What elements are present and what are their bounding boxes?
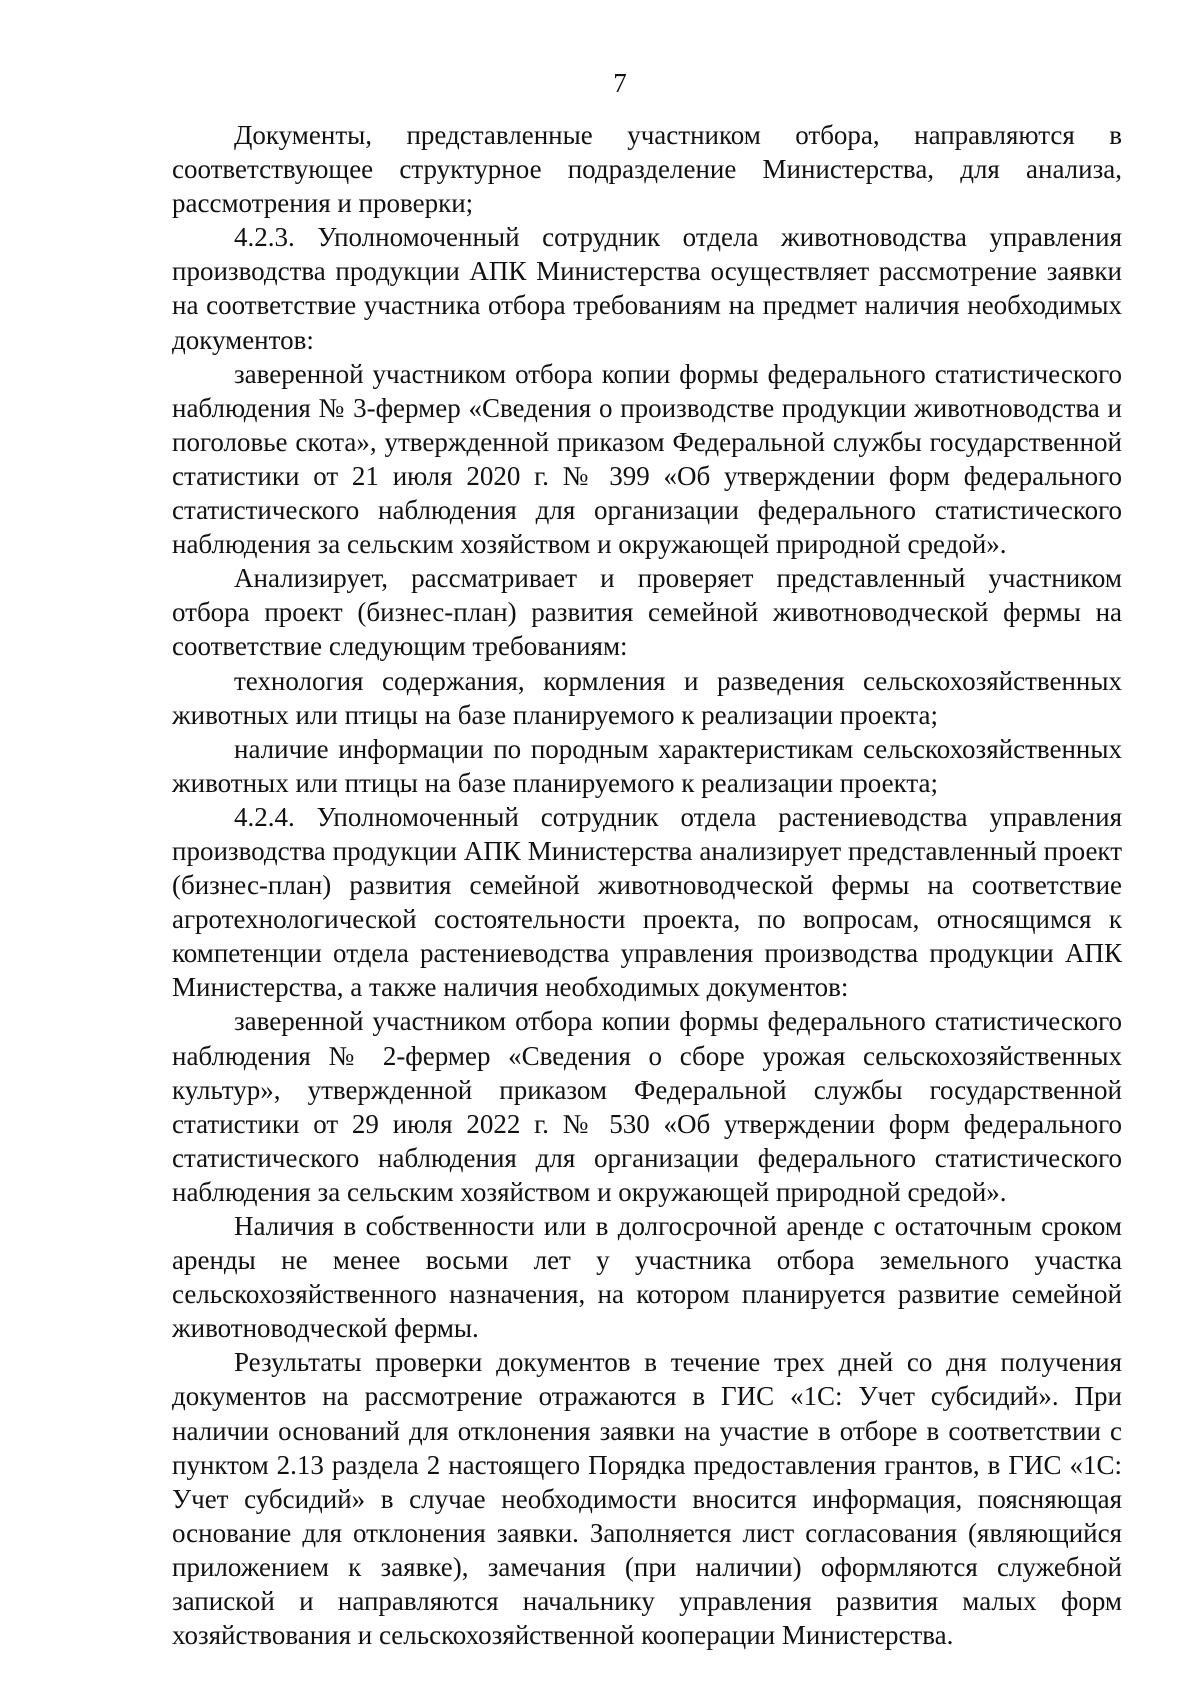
paragraph-4-2-3: 4.2.3. Уполномоченный сотрудник отдела животноводства управления производства продукции АПК Министерства осуществляет рассмотрение заявки на соответствие участника отбора требованиям на предмет наличия необходимых документов: (172, 222, 1122, 355)
paragraph-4-2-4: 4.2.4. Уполномоченный сотрудник отдела растениеводства управления производства продукции АПК Министерства анализирует представленный проект (бизнес-план) развития семейной животноводческой фермы на соответствие агротехнологической состоятельности проекта, по вопросам, относящимся к компетенции отдела растениеводства управления производства продукции АПК Министерства, а также наличия необходимых документов: (172, 801, 1122, 1003)
paragraph-check-results: Результаты проверки документов в течение трех дней со дня получения документов на рассмотрение отражаются в ГИС «1С: Учет субсидий». При наличии оснований для отклонения заявки на участие в отборе в соответствии с пунктом 2.13 раздела 2 настоящего Порядка предоставления грантов, в ГИС «1С: Учет субсидий» в случае необходимости вносится информация, поясняющая основание для отклонения заявки. Заполняется лист согласования (являющийся приложением к заявке), замечания (при наличии) оформляются служебной запиской и направляются начальнику управления развития малых форм хозяйствования и сельскохозяйственной кооперации Министерства. (172, 1347, 1122, 1651)
paragraph-form-3-fermer: заверенной участником отбора копии формы федерального статистического наблюдения № 3-фермер «Сведения о производстве продукции животноводства и поголовье скота», утвержденной приказом Федеральной службы государственной статистики от 21 июля 2020 г. № 399 «Об утверждении форм федерального статистического наблюдения для организации федерального статистического наблюдения за сельским хозяйством и окружающей природной средой». (172, 358, 1122, 560)
paragraph-analyzes-business-plan: Анализирует, рассматривает и проверяет представленный участником отбора проект (бизнес-план) развития семейной животноводческой фермы на соответствие следующим требованиям: (172, 563, 1122, 662)
paragraph-form-2-fermer: заверенной участником отбора копии формы федерального статистического наблюдения № 2-фермер «Сведения о сборе урожая сельскохозяйственных культур», утвержденной приказом Федеральной службы государственной статистики от 29 июля 2022 г. № 530 «Об утверждении форм федерального статистического наблюдения для организации федерального статистического наблюдения за сельским хозяйством и окружающей природной средой». (172, 1006, 1122, 1207)
page-number: 7 (613, 68, 627, 98)
paragraph-technology-requirement: технология содержания, кормления и разведения сельскохозяйственных животных или птицы на базе планируемого к реализации проекта; (172, 665, 1122, 730)
paragraph-land-ownership: Наличия в собственности или в долгосрочной аренде с остаточным сроком аренды не менее восьми лет у участника отбора земельного участка сельскохозяйственного назначения, на котором планируется развитие семейной животноводческой фермы. (172, 1211, 1122, 1344)
paragraph-breed-info-requirement: наличие информации по породным характеристикам сельскохозяйственных животных или птицы на базе планируемого к реализации проекта; (172, 733, 1122, 798)
document-body (172, 118, 1122, 1652)
paragraph-documents-sent: Документы, представленные участником отбора, направляются в соответствующее структурное подразделение Министерства, для анализа, рассмотрения и проверки; (172, 120, 1122, 219)
